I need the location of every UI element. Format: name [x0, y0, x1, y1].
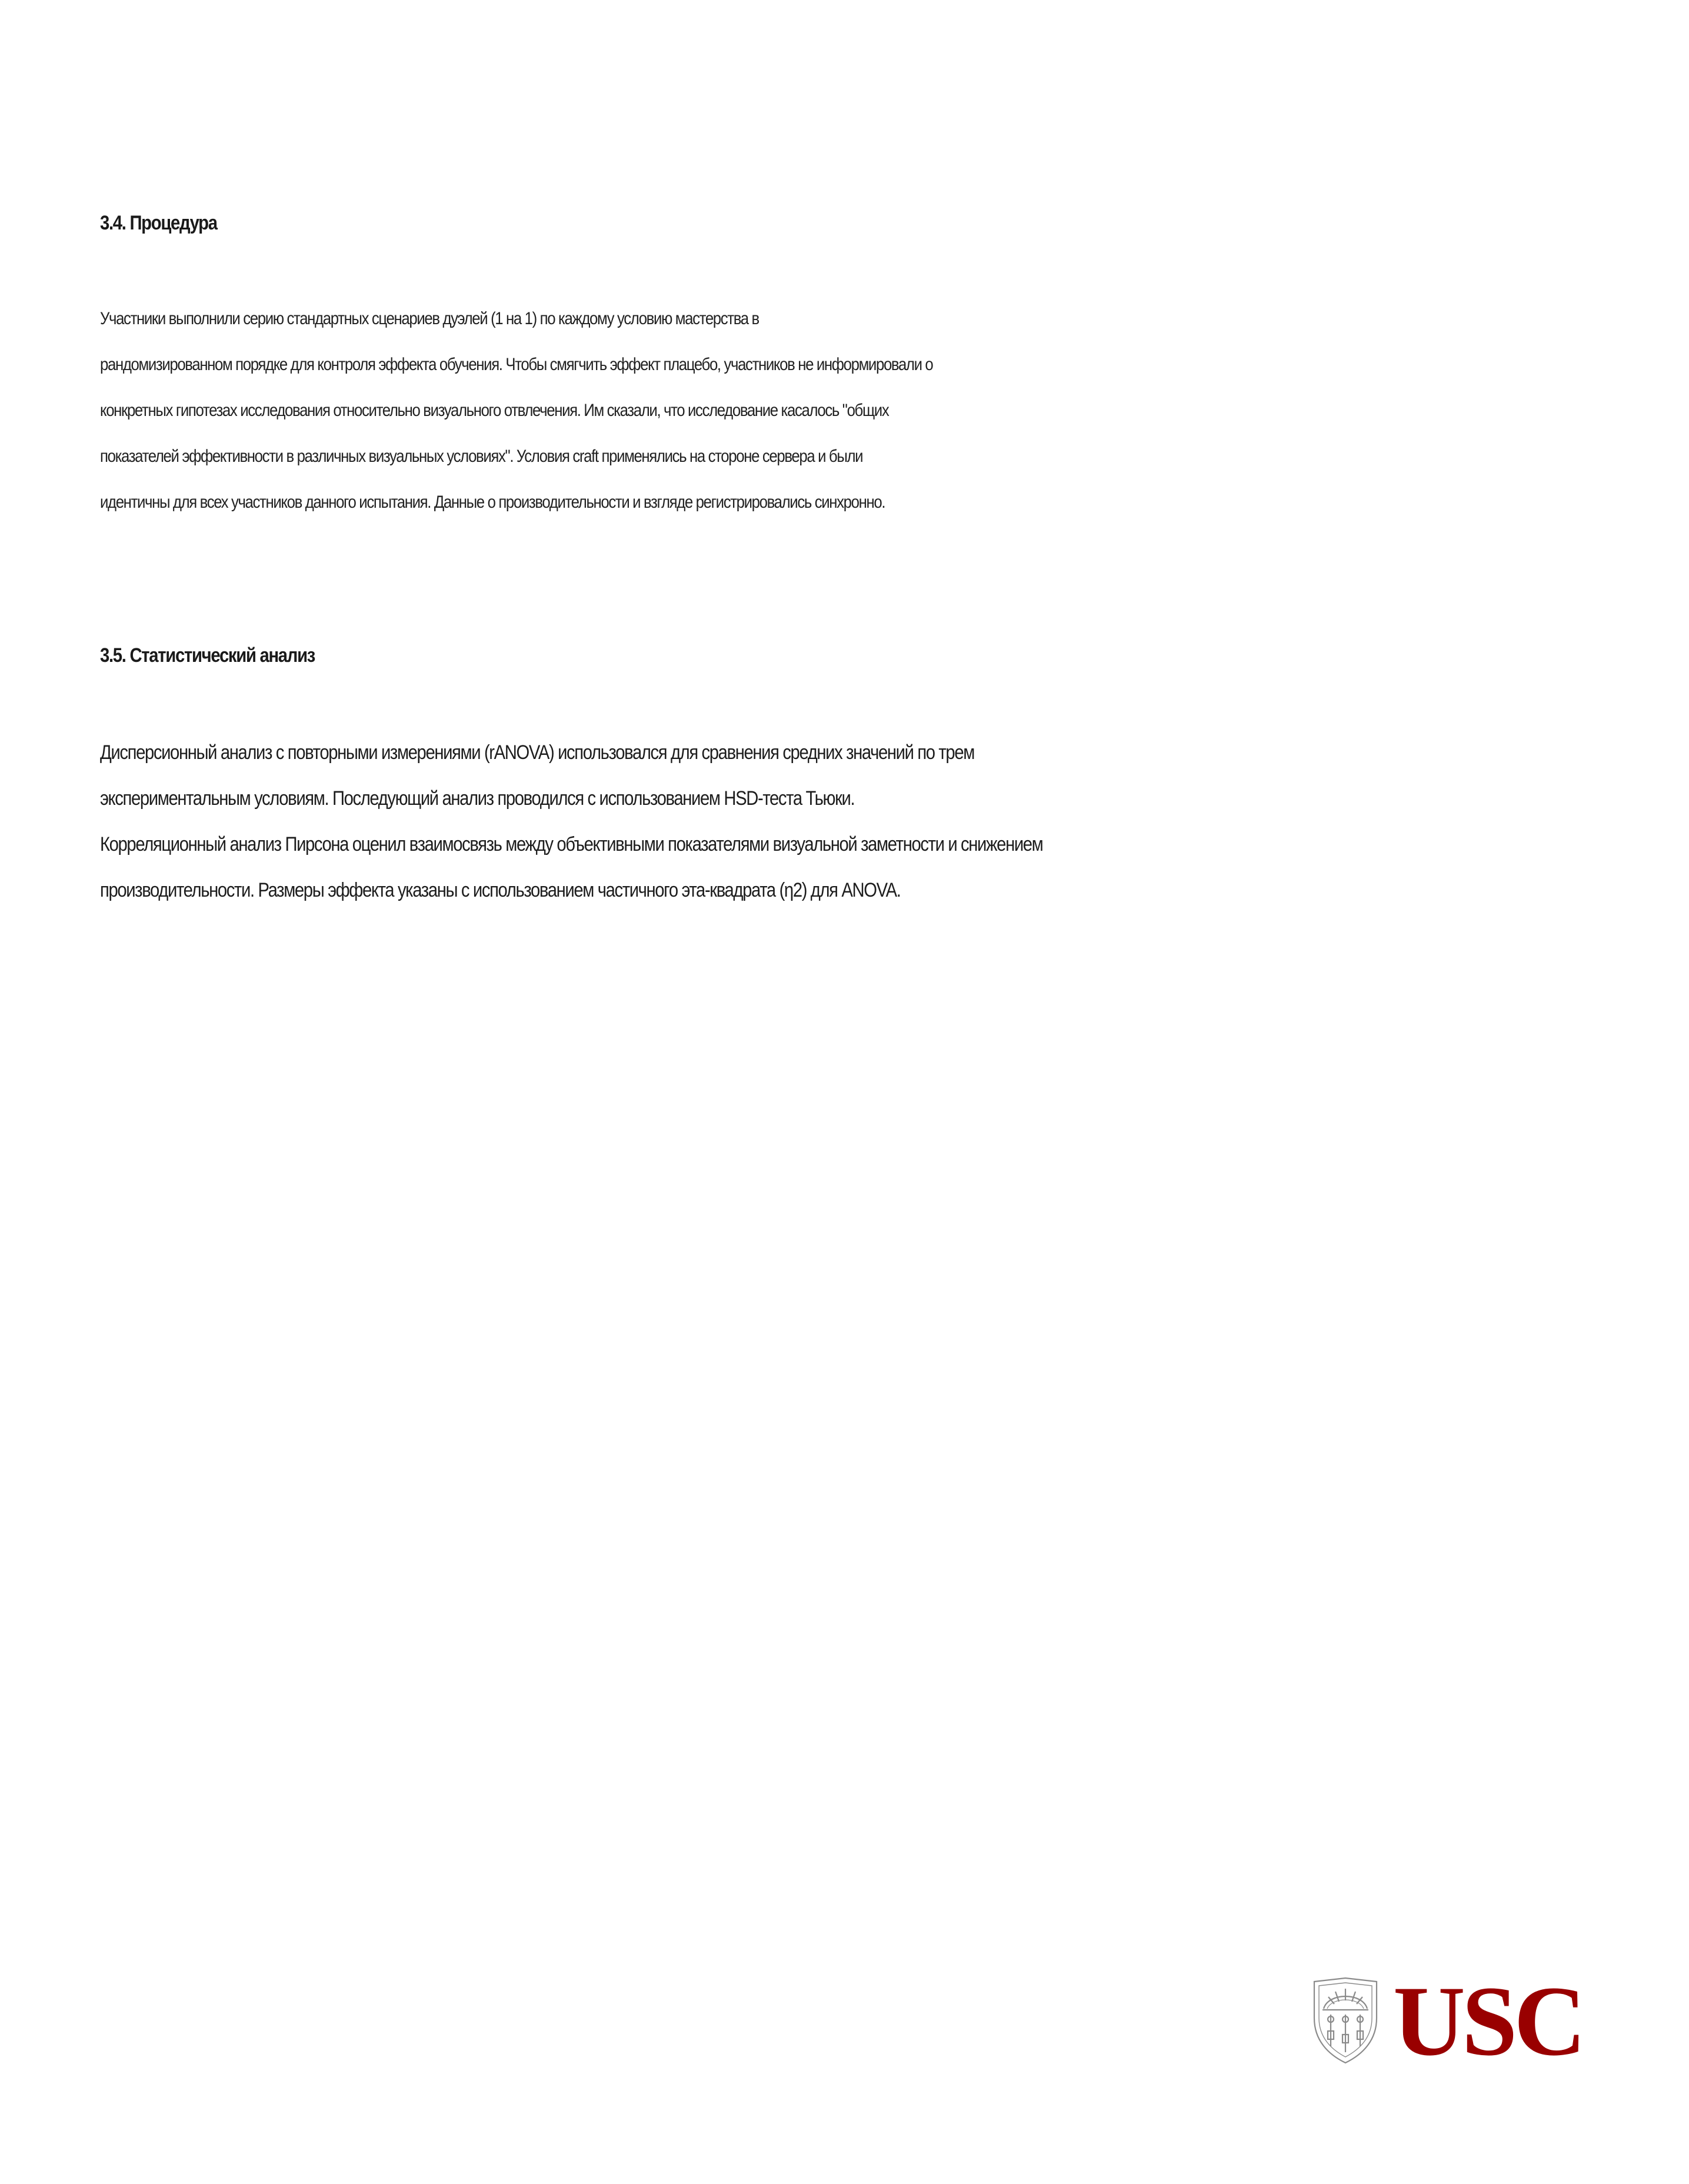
usc-seal-icon: [1311, 1977, 1380, 2064]
paragraph-line: конкретных гипотезах исследования относительно визуального отвлечения. Им сказали, что исследование касалось "общих: [100, 401, 889, 420]
paragraph-line: производительности. Размеры эффекта указаны с использованием частичного эта-квадрата (η2) для ANOVA.: [100, 879, 901, 901]
section-paragraph: [100, 740, 1277, 924]
usc-wordmark: USC: [1393, 1966, 1583, 2076]
paragraph-line: показателей эффективности в различных визуальных условиях". Условия craft применялись на стороне сервера и были: [100, 447, 863, 466]
paragraph-line: экспериментальным условиям. Последующий анализ проводился с использованием HSD-теста Тьюки.: [100, 787, 855, 810]
section-heading: 3.4. Процедура: [100, 212, 217, 234]
paragraph-line: Дисперсионный анализ с повторными измерениями (rANOVA) использовался для сравнения средних значений по трем: [100, 741, 974, 764]
section-paragraph: [100, 308, 1277, 537]
paragraph-line: идентичны для всех участников данного испытания. Данные о производительности и взгляде регистрировались синхронно.: [100, 492, 885, 512]
section-procedure: [100, 209, 1277, 537]
section-heading: 3.5. Статистический анализ: [100, 644, 315, 667]
paragraph-line: рандомизированном порядке для контроля эффекта обучения. Чтобы смягчить эффект плацебо, участников не информировали о: [100, 355, 933, 374]
usc-logo: [1311, 1966, 1587, 2076]
section-statistical-analysis: [100, 641, 1277, 924]
paragraph-line: Участники выполнили серию стандартных сценариев дуэлей (1 на 1) по каждому условию мастерства в: [100, 309, 759, 328]
paragraph-line: Корреляционный анализ Пирсона оценил взаимосвязь между объективными показателями визуальной заметности и снижением: [100, 833, 1043, 855]
